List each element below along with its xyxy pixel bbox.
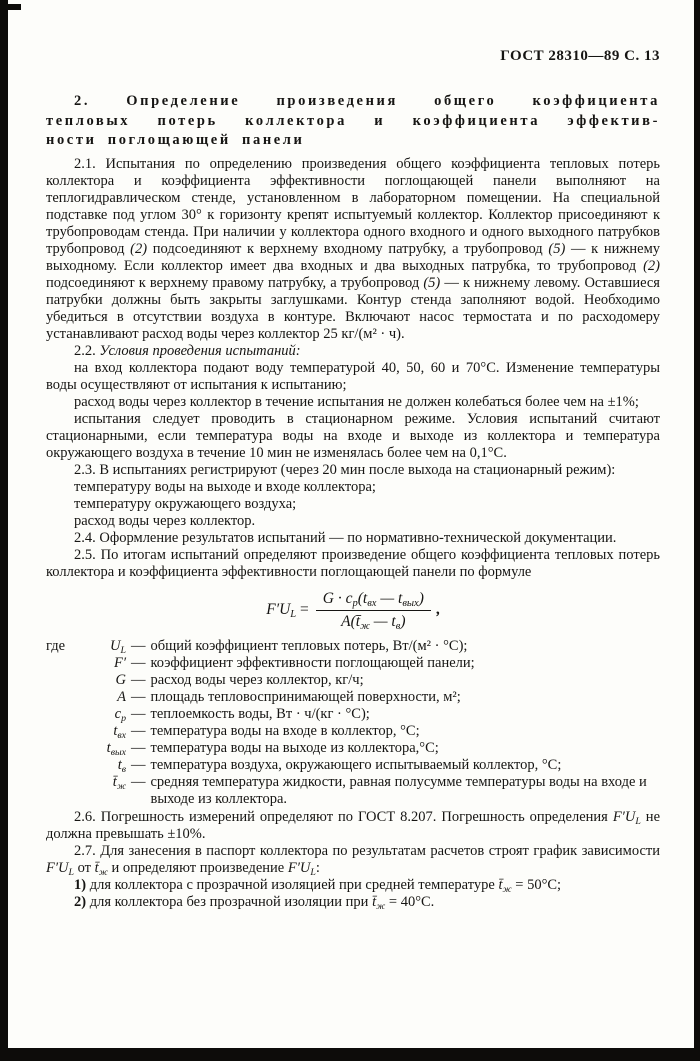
- definition-term: t̄ж: [112, 773, 126, 792]
- definition-term: F′: [113, 654, 126, 671]
- paragraph-2-4: 2.4. Оформление результатов испытаний — по нормативно-технической документации.: [74, 529, 617, 546]
- definition-desc: коэффициент эффективности поглощающей панели;: [150, 654, 475, 671]
- scan-artifact: [8, 4, 21, 10]
- definition-term: A: [117, 688, 126, 705]
- definition-row: [46, 723, 660, 740]
- numbered-item-1: 1) для коллектора с прозрачной изоляцией при средней температуре t̄ж = 50°С;: [74, 876, 562, 895]
- paragraph-2-6: 2.6. Погрешность измерений определяют по ГОСТ 8.207. Погрешность определения F′UL не должна превышать ±10%.: [46, 808, 661, 842]
- scan-border-left: [0, 0, 8, 1061]
- definition-term: tвх: [113, 722, 126, 741]
- scan-border-bottom: [0, 1048, 700, 1061]
- condition-item-2: расход воды через коллектор в течение испытания не должен колебаться более чем на ±1%;: [74, 393, 639, 410]
- definition-dash: —: [131, 722, 146, 739]
- heading-line-1: 2. Определение произведения общего коэффициента: [74, 93, 660, 109]
- definition-dash: —: [131, 654, 146, 671]
- formula-comma: ,: [435, 601, 440, 618]
- condition-item-3: испытания следует проводить в стационарном режиме. Условия испытаний считают стационарными, если температура воды на входе и выходе из коллектора и температура окружающего воздуха в течение 10 мин не изменялась более чем на 0,1°С.: [46, 410, 660, 461]
- definition-desc: общий коэффициент тепловых потерь, Вт/(м² · °С);: [150, 637, 468, 654]
- definition-row: [46, 740, 660, 757]
- paragraph-2-2: 2.2. Условия проведения испытаний:: [74, 342, 301, 359]
- formula: [46, 590, 660, 631]
- definition-desc: температура воздуха, окружающего испытываемый коллектор, °С;: [150, 756, 562, 773]
- definition-desc: расход воды через коллектор, кг/ч;: [150, 671, 364, 688]
- definition-dash: —: [131, 637, 146, 654]
- page-content: [46, 48, 660, 911]
- register-item-3: расход воды через коллектор.: [74, 512, 256, 529]
- where-label: где: [46, 637, 66, 654]
- definition-dash: —: [131, 773, 146, 790]
- formula-fraction: [316, 590, 431, 631]
- definition-desc: температура воды на выходе из коллектора,°С;: [150, 739, 439, 756]
- gost-header: ГОСТ 28310—89 С. 13: [500, 48, 660, 64]
- definition-desc: площадь тепловоспринимающей поверхности, м²;: [150, 688, 461, 705]
- definition-row: [46, 774, 660, 808]
- formula-denominator: A(t̄ж — tв): [341, 612, 406, 632]
- paragraph-2-1: 2.1. Испытания по определению произведения общего коэффициента тепловых потерь коллектора и коэффициента эффективности поглощающей панели выполняют на теплогидравлическом стенде, установленном в лабораторном помещении. На специальной подставке под углом 30° к горизонту крепят испытуемый коллектор. Коллектор присоединяют к трубопроводам стенда. При наличии у коллектора одного входного и одного выходного патрубков трубопровод (2) подсоединяют к верхнему входному патрубку, а трубопровод (5) — к нижнему выходному. Если коллектор имеет два входных и два выходных патрубка, то трубопровод (2) подсоединяют к верхнему правому патрубку, а трубопровод (5) — к нижнему левому. Оставшиеся патрубки должны быть закрыты заглушками. Контур стенда заполняют водой. Необходимо убедиться в отсутствии воздуха в контуре. Включают насос термостата и по расходомеру устанавливают расход воды через коллектор 25 кг/(м² · ч).: [46, 155, 660, 342]
- condition-item-1: на вход коллектора подают воду температурой 40, 50, 60 и 70°С. Изменение температуры воды осуществляют от испытания к испытанию;: [46, 359, 660, 393]
- definition-term: tв: [117, 756, 126, 775]
- definition-dash: —: [131, 688, 146, 705]
- definition-dash: —: [131, 739, 146, 756]
- definition-desc: теплоемкость воды, Вт · ч/(кг · °С);: [150, 705, 370, 722]
- definitions-list: [46, 638, 660, 808]
- definition-dash: —: [131, 671, 146, 688]
- definition-term: UL: [110, 637, 126, 656]
- definition-term: G: [115, 671, 126, 688]
- definition-row: [46, 672, 660, 689]
- scan-border-right: [694, 0, 700, 1061]
- formula-numerator: G · cр(tвх — tвых): [316, 590, 431, 611]
- numbered-item-2: 2) для коллектора без прозрачной изоляции при t̄ж = 40°С.: [74, 893, 435, 912]
- definition-desc: температура воды на входе в коллектор, °С;: [150, 722, 420, 739]
- definition-desc: средняя температура жидкости, равная полусумме температуры воды на входе и выходе из коллектора.: [150, 773, 647, 807]
- definition-term: tвых: [106, 739, 126, 758]
- paragraph-2-5: 2.5. По итогам испытаний определяют произведение общего коэффициента тепловых потерь коллектора и коэффициента эффективности поглощающей панели по формуле: [46, 546, 660, 580]
- formula-lhs: F′UL =: [266, 601, 309, 620]
- definition-row: [46, 757, 660, 774]
- definition-term: cр: [114, 705, 126, 724]
- paragraph-2-3: 2.3. В испытаниях регистрируют (через 20 мин после выхода на стационарный режим):: [74, 461, 616, 478]
- definition-row: [46, 655, 660, 672]
- definition-dash: —: [131, 756, 146, 773]
- definition-dash: —: [131, 705, 146, 722]
- definition-row: [46, 689, 660, 706]
- register-item-2: температуру окружающего воздуха;: [74, 495, 297, 512]
- heading-line-3: ности поглощающей панели: [46, 132, 305, 148]
- heading-line-2: тепловых потерь коллектора и коэффициента эффектив-: [46, 112, 660, 129]
- section-heading: [46, 92, 660, 151]
- definition-row: [46, 638, 660, 655]
- definition-row: [46, 706, 660, 723]
- register-item-1: температуру воды на выходе и входе коллектора;: [74, 478, 376, 495]
- paragraph-2-7: 2.7. Для занесения в паспорт коллектора по результатам расчетов строят график зависимости F′UL от t̄ж и определяют произведение F′UL:: [46, 842, 660, 878]
